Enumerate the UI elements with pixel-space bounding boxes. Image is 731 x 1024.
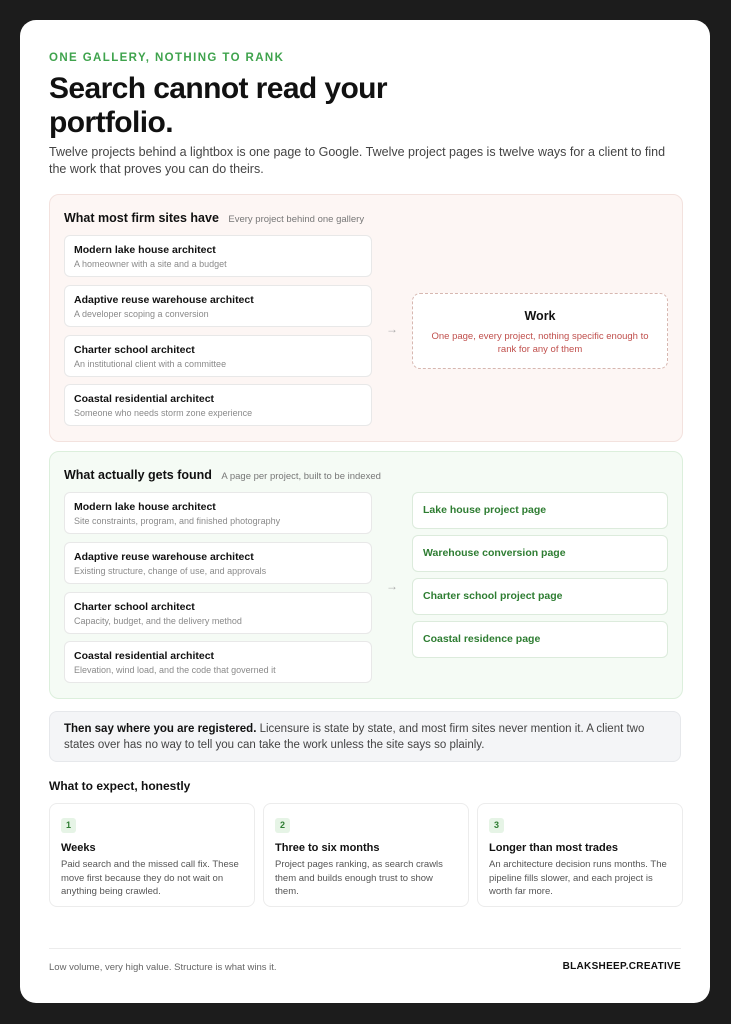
indexed-panel-subheading: A page per project, built to be indexed	[221, 471, 381, 482]
search-term-card	[64, 592, 372, 634]
search-term-title: Adaptive reuse warehouse architect	[74, 294, 254, 306]
arrow-icon: →	[386, 322, 398, 336]
indexed-panel-heading: What actually gets found	[64, 468, 212, 482]
step-title: Weeks	[61, 842, 96, 854]
search-term-desc: A homeowner with a site and a budget	[74, 259, 227, 269]
search-term-card	[64, 235, 372, 277]
intro-paragraph: Twelve projects behind a lightbox is one page to Google. Twelve project pages is twelve ways for a client to find the work that proves you can do theirs.	[49, 145, 666, 176]
step-desc: Paid search and the missed call fix. These move first because they do not wait on anything being crawled.	[61, 859, 239, 897]
indexed-panel	[49, 451, 683, 699]
project-page-card: Lake house project page	[412, 492, 668, 529]
search-term-card	[64, 641, 372, 683]
search-term-desc: An institutional client with a committee	[74, 359, 227, 369]
gallery-panel	[49, 194, 683, 442]
search-term-title: Modern lake house architect	[74, 501, 216, 513]
project-page-card: Coastal residence page	[412, 621, 668, 658]
search-term-desc: Someone who needs storm zone experience	[74, 408, 253, 418]
search-term-title: Charter school architect	[74, 344, 195, 356]
registration-note-body: Licensure is state by state, and most firm sites never mention it. A client two states over has no way to tell you can take the work unless the site says so plainly.	[64, 723, 645, 751]
timeline-step-card	[263, 803, 469, 907]
page-title: Search cannot read your portfolio.	[49, 72, 387, 139]
search-term-card	[64, 285, 372, 327]
expectations-heading: What to expect, honestly	[49, 779, 191, 793]
search-term-card	[64, 492, 372, 534]
timeline-step-card	[49, 803, 255, 907]
brand-logo: BLAKSHEEP.CREATIVE	[562, 961, 681, 972]
search-term-title: Coastal residential architect	[74, 393, 215, 405]
work-page-box	[412, 293, 668, 369]
search-term-title: Coastal residential architect	[74, 650, 215, 662]
search-term-desc: Elevation, wind load, and the code that governed it	[74, 665, 276, 675]
registration-note-lead: Then say where you are registered.	[64, 723, 257, 735]
footer-divider	[49, 948, 681, 949]
arrow-icon: →	[386, 579, 398, 593]
search-term-desc: Existing structure, change of use, and approvals	[74, 566, 267, 576]
step-desc: An architecture decision runs months. The pipeline fills slower, and each project is worth far more.	[489, 859, 667, 897]
gallery-panel-header	[64, 209, 364, 227]
work-page-title: Work	[524, 309, 556, 323]
step-title: Longer than most trades	[489, 842, 618, 854]
timeline-step-card	[477, 803, 683, 907]
search-term-desc: A developer scoping a conversion	[74, 309, 209, 319]
step-number-badge: 3	[489, 818, 504, 833]
step-title: Three to six months	[275, 842, 380, 854]
eyebrow: ONE GALLERY, NOTHING TO RANK	[49, 52, 285, 64]
step-number-badge: 2	[275, 818, 290, 833]
search-term-card	[64, 335, 372, 377]
project-page-card: Warehouse conversion page	[412, 535, 668, 572]
footer-tagline: Low volume, very high value. Structure is what wins it.	[49, 962, 277, 973]
registration-note	[49, 711, 681, 762]
search-term-desc: Site constraints, program, and finished photography	[74, 516, 281, 526]
step-desc: Project pages ranking, as search crawls them and builds enough trust to show them.	[275, 859, 443, 897]
gallery-panel-subheading: Every project behind one gallery	[228, 214, 365, 225]
search-term-title: Modern lake house architect	[74, 244, 216, 256]
search-term-card	[64, 542, 372, 584]
search-term-card	[64, 384, 372, 426]
indexed-panel-header	[64, 466, 381, 484]
project-page-card: Charter school project page	[412, 578, 668, 615]
page-card	[20, 20, 710, 1003]
search-term-title: Charter school architect	[74, 601, 195, 613]
search-term-desc: Capacity, budget, and the delivery method	[74, 616, 242, 626]
work-page-desc: One page, every project, nothing specific enough to rank for any of them	[431, 331, 649, 355]
search-term-title: Adaptive reuse warehouse architect	[74, 551, 254, 563]
gallery-panel-heading: What most firm sites have	[64, 211, 219, 225]
step-number-badge: 1	[61, 818, 76, 833]
